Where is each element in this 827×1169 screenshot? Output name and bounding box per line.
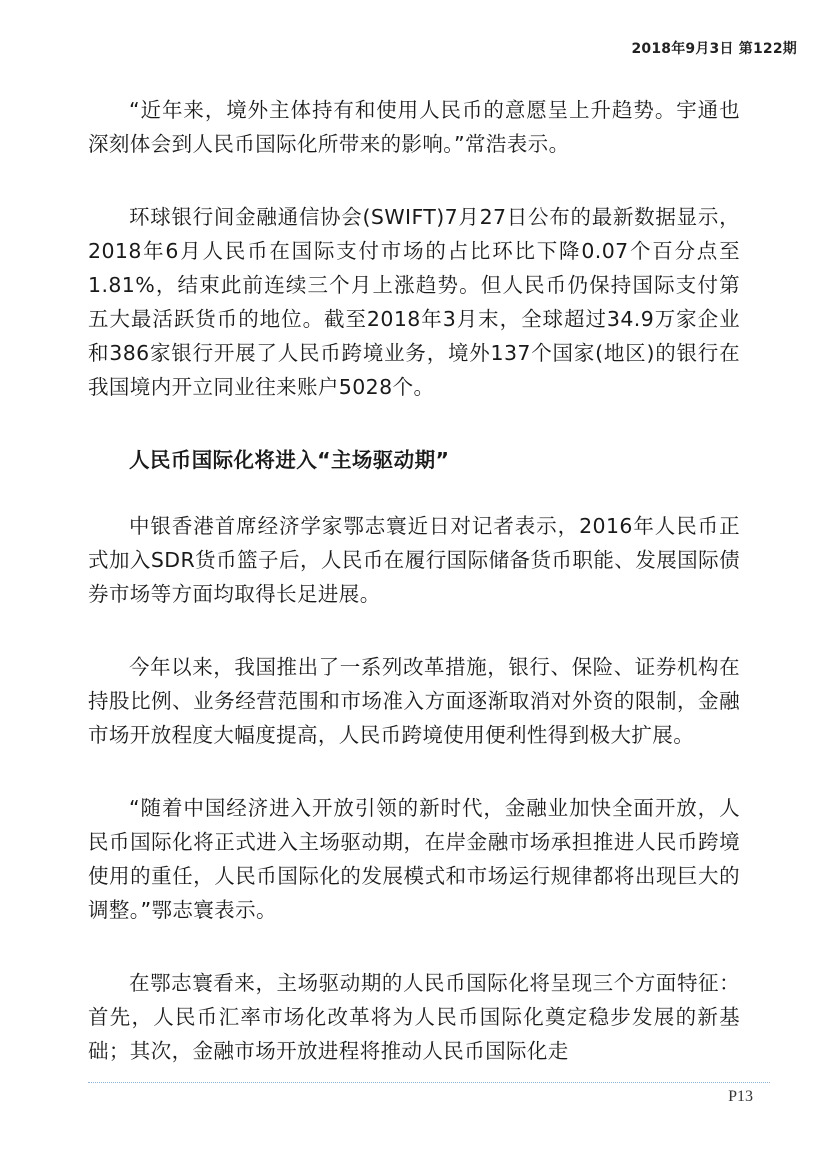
paragraph-ezhihuan-intro: 中银香港首席经济学家鄂志寰近日对记者表示，2016年人民币正式加入SDR货币篮子后，人民币在履行国际储备货币职能、发展国际债券市场等方面均取得长足进展。 [88, 514, 740, 606]
issue-date: 2018年9月3日 第122期 [631, 41, 797, 57]
paragraph-reforms: 今年以来，我国推出了一系列改革措施，银行、保险、证券机构在持股比例、业务经营范围和市场准入方面逐渐取消对外资的限制，金融市场开放程度大幅度提高，人民币跨境使用便利性得到极大扩展。 [88, 655, 740, 747]
section-heading: 人民币国际化将进入“主场驱动期” [129, 448, 450, 472]
footer-divider [88, 1082, 770, 1083]
article-body [88, 93, 740, 1107]
paragraph-quote-ezhihuan: “随着中国经济进入开放引领的新时代，金融业加快全面开放，人民币国际化将正式进入主场驱动期，在岸金融市场承担推进人民币跨境使用的重任，人民币国际化的发展模式和市场运行规律都将出现巨大的调整。”鄂志寰表示。 [88, 796, 740, 922]
paragraph-quote-changhao: “近年来，境外主体持有和使用人民币的意愿呈上升趋势。宇通也深刻体会到人民币国际化所带来的影响。”常浩表示。 [88, 98, 740, 156]
page-number: P13 [728, 1088, 753, 1105]
paragraph-three-features: 在鄂志寰看来，主场驱动期的人民币国际化将呈现三个方面特征：首先，人民币汇率市场化改革将为人民币国际化奠定稳步发展的新基础；其次，金融市场开放进程将推动人民币国际化走 [88, 971, 740, 1063]
paragraph-swift-data: 环球银行间金融通信协会(SWIFT)7月27日公布的最新数据显示，2018年6月人民币在国际支付市场的占比环比下降0.07个百分点至1.81%，结束此前连续三个月上涨趋势。但人民币仍保持国际支付第五大最活跃货币的地位。截至2018年3月末，全球超过34.9万家企业和386家银行开展了人民币跨境业务，境外137个国家(地区)的银行在我国境内开立同业往来账户5028个。 [88, 205, 740, 399]
